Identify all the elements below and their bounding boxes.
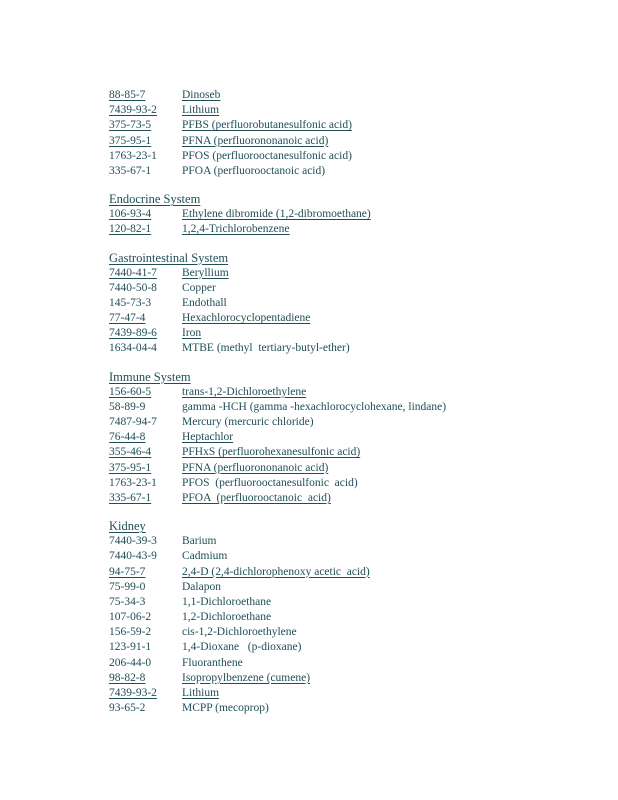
cas-number-link[interactable]: 76-44-8 xyxy=(109,431,146,444)
chemical-row[interactable] xyxy=(109,671,589,686)
section-heading[interactable]: Gastrointestinal System xyxy=(109,250,229,265)
cas-number-text: 123-91-1 xyxy=(109,641,152,654)
cas-number[interactable] xyxy=(109,671,182,686)
chemical-name-link[interactable]: PFNA (perfluorononanoic acid) xyxy=(182,461,329,474)
cas-number-text: 1763-23-1 xyxy=(109,476,157,489)
cas-number xyxy=(109,534,182,549)
cas-number-link[interactable]: 7439-89-6 xyxy=(109,327,157,340)
cas-number xyxy=(109,341,182,356)
cas-number[interactable] xyxy=(109,266,182,281)
chemical-name: 1,4-Dioxane (p-dioxane) xyxy=(182,641,302,654)
chemical-row xyxy=(109,580,589,595)
cas-number-link[interactable]: 7440-41-7 xyxy=(109,266,157,279)
cas-number[interactable] xyxy=(109,311,182,326)
chemical-row xyxy=(109,415,589,430)
chemical-name: 1,1-Dichloroethane xyxy=(182,595,272,608)
cas-number-text: 75-99-0 xyxy=(109,580,146,593)
cas-number-link[interactable]: 355-46-4 xyxy=(109,446,152,459)
chemical-section xyxy=(109,251,589,357)
cas-number[interactable] xyxy=(109,686,182,701)
chemical-row xyxy=(109,549,589,564)
cas-number[interactable] xyxy=(109,207,182,222)
chemical-name: Dalapon xyxy=(182,580,221,593)
chemical-name-link[interactable]: Hexachlorocyclopentadiene xyxy=(182,312,311,325)
cas-number-link[interactable]: 77-47-4 xyxy=(109,312,146,325)
cas-number-text: 335-67-1 xyxy=(109,164,152,177)
chemical-name-link[interactable]: trans-1,2-Dichloroethylene xyxy=(182,385,307,398)
cas-number xyxy=(109,656,182,671)
chemical-row[interactable] xyxy=(109,385,589,400)
chemical-name: Barium xyxy=(182,535,217,548)
cas-number-text: 75-34-3 xyxy=(109,595,146,608)
chemical-row[interactable] xyxy=(109,461,589,476)
chemical-name: 1,2-Dichloroethane xyxy=(182,611,272,624)
chemical-row[interactable] xyxy=(109,311,589,326)
chemical-name-link[interactable]: Lithium xyxy=(182,104,220,117)
chemical-name-link[interactable]: Isopropylbenzene (cumene) xyxy=(182,671,311,684)
chemical-row[interactable] xyxy=(109,118,589,133)
chemical-name: PFOA (perfluorooctanoic acid) xyxy=(182,164,326,177)
cas-number-text: 58-89-9 xyxy=(109,400,146,413)
cas-number[interactable] xyxy=(109,385,182,400)
cas-number-link[interactable]: 375-73-5 xyxy=(109,119,152,132)
cas-number xyxy=(109,476,182,491)
chemical-row xyxy=(109,701,589,716)
cas-number[interactable] xyxy=(109,222,182,237)
chemical-name-link[interactable]: PFBS (perfluorobutanesulfonic acid) xyxy=(182,119,352,132)
cas-number-link[interactable]: 7439-93-2 xyxy=(109,104,157,117)
chemical-name: PFOS (perfluorooctanesulfonic acid) xyxy=(182,476,358,489)
cas-number-link[interactable]: 156-60-5 xyxy=(109,385,152,398)
chemical-row[interactable] xyxy=(109,686,589,701)
chemical-row xyxy=(109,595,589,610)
document-page xyxy=(109,88,589,716)
cas-number xyxy=(109,296,182,311)
cas-number[interactable] xyxy=(109,134,182,149)
cas-number-link[interactable]: 98-82-8 xyxy=(109,671,146,684)
cas-number-text: 206-44-0 xyxy=(109,656,152,669)
cas-number xyxy=(109,164,182,179)
chemical-name: MTBE (methyl tertiary-butyl-ether) xyxy=(182,342,350,355)
chemical-row xyxy=(109,341,589,356)
cas-number-link[interactable]: 88-85-7 xyxy=(109,89,146,101)
chemical-row[interactable] xyxy=(109,222,589,237)
cas-number[interactable] xyxy=(109,430,182,445)
chemical-row xyxy=(109,164,589,179)
cas-number xyxy=(109,400,182,415)
chemical-row xyxy=(109,149,589,164)
chemical-name: Cadmium xyxy=(182,550,228,563)
cas-number[interactable] xyxy=(109,326,182,341)
cas-number-text: 7440-50-8 xyxy=(109,281,157,294)
cas-number-text: 107-06-2 xyxy=(109,611,152,624)
cas-number xyxy=(109,625,182,640)
cas-number[interactable] xyxy=(109,103,182,118)
cas-number[interactable] xyxy=(109,445,182,460)
chemical-row[interactable] xyxy=(109,430,589,445)
chemical-name: Fluoranthene xyxy=(182,656,243,669)
cas-number-text: 145-73-3 xyxy=(109,296,152,309)
cas-number[interactable] xyxy=(109,88,182,103)
chemical-name-link[interactable]: PFHxS (perfluorohexanesulfonic acid) xyxy=(182,446,361,459)
chemical-name: PFOS (perfluorooctanesulfonic acid) xyxy=(182,149,352,162)
chemical-name: cis-1,2-Dichloroethylene xyxy=(182,626,297,639)
chemical-name-link[interactable]: Beryllium xyxy=(182,266,229,279)
cas-number-link[interactable]: 94-75-7 xyxy=(109,565,146,578)
chemical-name-link[interactable]: Lithium xyxy=(182,687,220,699)
chemical-row xyxy=(109,400,589,415)
cas-number[interactable] xyxy=(109,565,182,580)
cas-number-link[interactable]: 375-95-1 xyxy=(109,134,152,147)
cas-number xyxy=(109,580,182,595)
section-heading[interactable]: Kidney xyxy=(109,519,146,534)
chemical-row[interactable] xyxy=(109,491,589,506)
section-heading[interactable]: Immune System xyxy=(109,369,191,384)
chemical-section xyxy=(109,192,589,237)
chemical-row xyxy=(109,296,589,311)
chemical-name: Endothall xyxy=(182,296,227,309)
cas-number-link[interactable]: 375-95-1 xyxy=(109,461,152,474)
chemical-row xyxy=(109,640,589,655)
cas-number xyxy=(109,610,182,625)
chemical-row[interactable] xyxy=(109,445,589,460)
cas-number-text: 156-59-2 xyxy=(109,626,152,639)
chemical-row xyxy=(109,625,589,640)
chemical-name: gamma -HCH (gamma -hexachlorocyclohexane, lindane) xyxy=(182,400,447,413)
chemical-name-link[interactable]: Heptachlor xyxy=(182,431,234,444)
chemical-row xyxy=(109,476,589,491)
cas-number-link[interactable]: 335-67-1 xyxy=(109,491,152,504)
chemical-name: MCPP (mecoprop) xyxy=(182,702,269,715)
chemical-name-link[interactable]: 2,4-D (2,4-dichlorophenoxy acetic acid) xyxy=(182,565,370,578)
chemical-row xyxy=(109,534,589,549)
cas-number-text: 93-65-2 xyxy=(109,702,146,715)
section-heading[interactable]: Endocrine System xyxy=(109,192,201,207)
chemical-row[interactable] xyxy=(109,207,589,222)
cas-number-link[interactable]: 7439-93-2 xyxy=(109,687,157,699)
chemical-row[interactable] xyxy=(109,134,589,149)
cas-number xyxy=(109,701,182,716)
chemical-section xyxy=(109,88,589,179)
chemical-row xyxy=(109,281,589,296)
cas-number-text: 7440-39-3 xyxy=(109,535,157,548)
cas-number xyxy=(109,281,182,296)
cas-number xyxy=(109,149,182,164)
cas-number xyxy=(109,549,182,564)
chemical-row[interactable] xyxy=(109,266,589,281)
chemical-row[interactable] xyxy=(109,326,589,341)
cas-number[interactable] xyxy=(109,461,182,476)
chemical-name-link[interactable]: Iron xyxy=(182,327,202,340)
chemical-name-link[interactable]: PFNA (perfluorononanoic acid) xyxy=(182,134,329,147)
chemical-name-link[interactable]: Ethylene dibromide (1,2-dibromoethane) xyxy=(182,208,371,221)
cas-number xyxy=(109,595,182,610)
cas-number-text: 7440-43-9 xyxy=(109,550,157,563)
chemical-row xyxy=(109,610,589,625)
chemical-row[interactable] xyxy=(109,103,589,118)
cas-number-text: 7487-94-7 xyxy=(109,416,157,428)
chemical-row[interactable] xyxy=(109,88,589,103)
cas-number-link[interactable]: 120-82-1 xyxy=(109,223,152,236)
cas-number xyxy=(109,415,182,430)
chemical-name: Mercury (mercuric chloride) xyxy=(182,416,314,428)
chemical-name: Copper xyxy=(182,281,216,294)
cas-number[interactable] xyxy=(109,491,182,506)
chemical-section xyxy=(109,370,589,507)
chemical-name-link[interactable]: 1,2,4-Trichlorobenzene xyxy=(182,223,290,236)
cas-number-text: 1634-04-4 xyxy=(109,342,157,355)
chemical-name-link[interactable]: PFOA (perfluorooctanoic acid) xyxy=(182,491,331,504)
cas-number xyxy=(109,640,182,655)
cas-number[interactable] xyxy=(109,118,182,133)
chemical-name-link[interactable]: Dinoseb xyxy=(182,89,221,101)
chemical-row xyxy=(109,656,589,671)
cas-number-text: 1763-23-1 xyxy=(109,149,157,162)
chemical-row[interactable] xyxy=(109,565,589,580)
cas-number-link[interactable]: 106-93-4 xyxy=(109,208,152,221)
chemical-section xyxy=(109,519,589,716)
